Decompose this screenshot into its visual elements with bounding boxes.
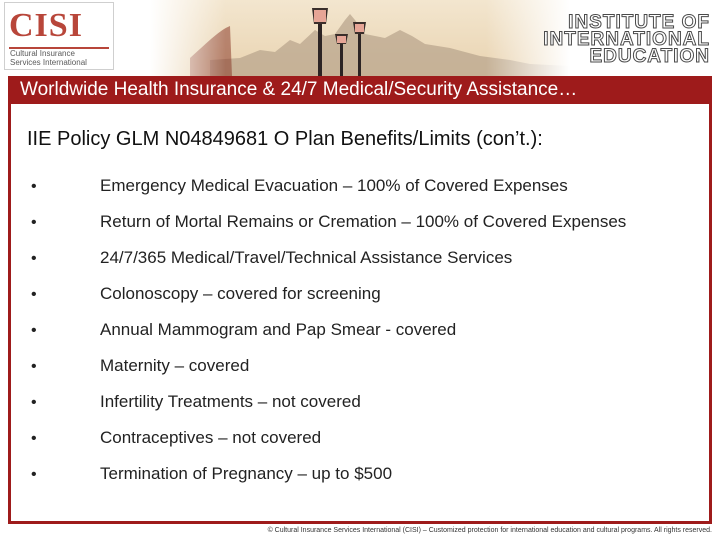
bullet-icon: • xyxy=(31,322,37,339)
cisi-logo-line: Cultural Insurance xyxy=(10,49,75,58)
bullet-icon: • xyxy=(31,394,37,411)
list-item xyxy=(11,176,701,212)
cisi-logo-tagline xyxy=(10,49,110,67)
list-item-text: Contraceptives – not covered xyxy=(100,428,322,447)
list-item-text: Annual Mammogram and Pap Smear - covered xyxy=(100,320,457,339)
list-item-text: Termination of Pregnancy – up to $500 xyxy=(100,464,393,483)
list-item xyxy=(11,392,701,428)
list-item-text: Maternity – covered xyxy=(100,356,250,375)
list-item-text: Return of Mortal Remains or Cremation – 100% of Covered Expenses xyxy=(100,212,627,231)
bullet-icon: • xyxy=(31,214,37,231)
bullet-icon: • xyxy=(31,286,37,303)
iie-logo-line: EDUCATION xyxy=(589,46,710,67)
list-item xyxy=(11,284,701,320)
bullet-icon: • xyxy=(31,430,37,447)
bullet-icon: • xyxy=(31,466,37,483)
iie-logo xyxy=(535,14,710,65)
iie-logo-line: INSTITUTE OF xyxy=(568,12,710,33)
header-banner xyxy=(0,0,720,76)
list-item-text: 24/7/365 Medical/Travel/Technical Assistance Services xyxy=(100,248,513,267)
copyright-footer: © Cultural Insurance Services International (CISI) – Customized protection for international education and cultural programs. All rights reserved. xyxy=(267,527,712,534)
list-item-text: Emergency Medical Evacuation – 100% of Covered Expenses xyxy=(100,176,568,195)
slide-title: Worldwide Health Insurance & 24/7 Medical/Security Assistance… xyxy=(8,76,712,104)
cisi-logo-line: Services International xyxy=(10,58,87,67)
cisi-logo xyxy=(4,2,114,70)
list-item-text: Infertility Treatments – not covered xyxy=(100,392,361,411)
benefits-list xyxy=(11,176,701,500)
bullet-icon: • xyxy=(31,358,37,375)
list-item xyxy=(11,428,701,464)
list-item xyxy=(11,320,701,356)
list-item xyxy=(11,212,701,248)
iie-logo-line: INTERNATIONAL xyxy=(543,29,710,50)
policy-subtitle: IIE Policy GLM N04849681 O Plan Benefits/Limits (con’t.): xyxy=(27,128,543,150)
list-item xyxy=(11,464,701,500)
list-item-text: Colonoscopy – covered for screening xyxy=(100,284,381,303)
bullet-icon: • xyxy=(31,178,37,195)
list-item xyxy=(11,356,701,392)
content-panel xyxy=(8,104,712,524)
list-item xyxy=(11,248,701,284)
bullet-icon: • xyxy=(31,250,37,267)
cisi-logo-mark: CISI xyxy=(9,7,83,44)
venice-skyline-image xyxy=(150,0,570,76)
